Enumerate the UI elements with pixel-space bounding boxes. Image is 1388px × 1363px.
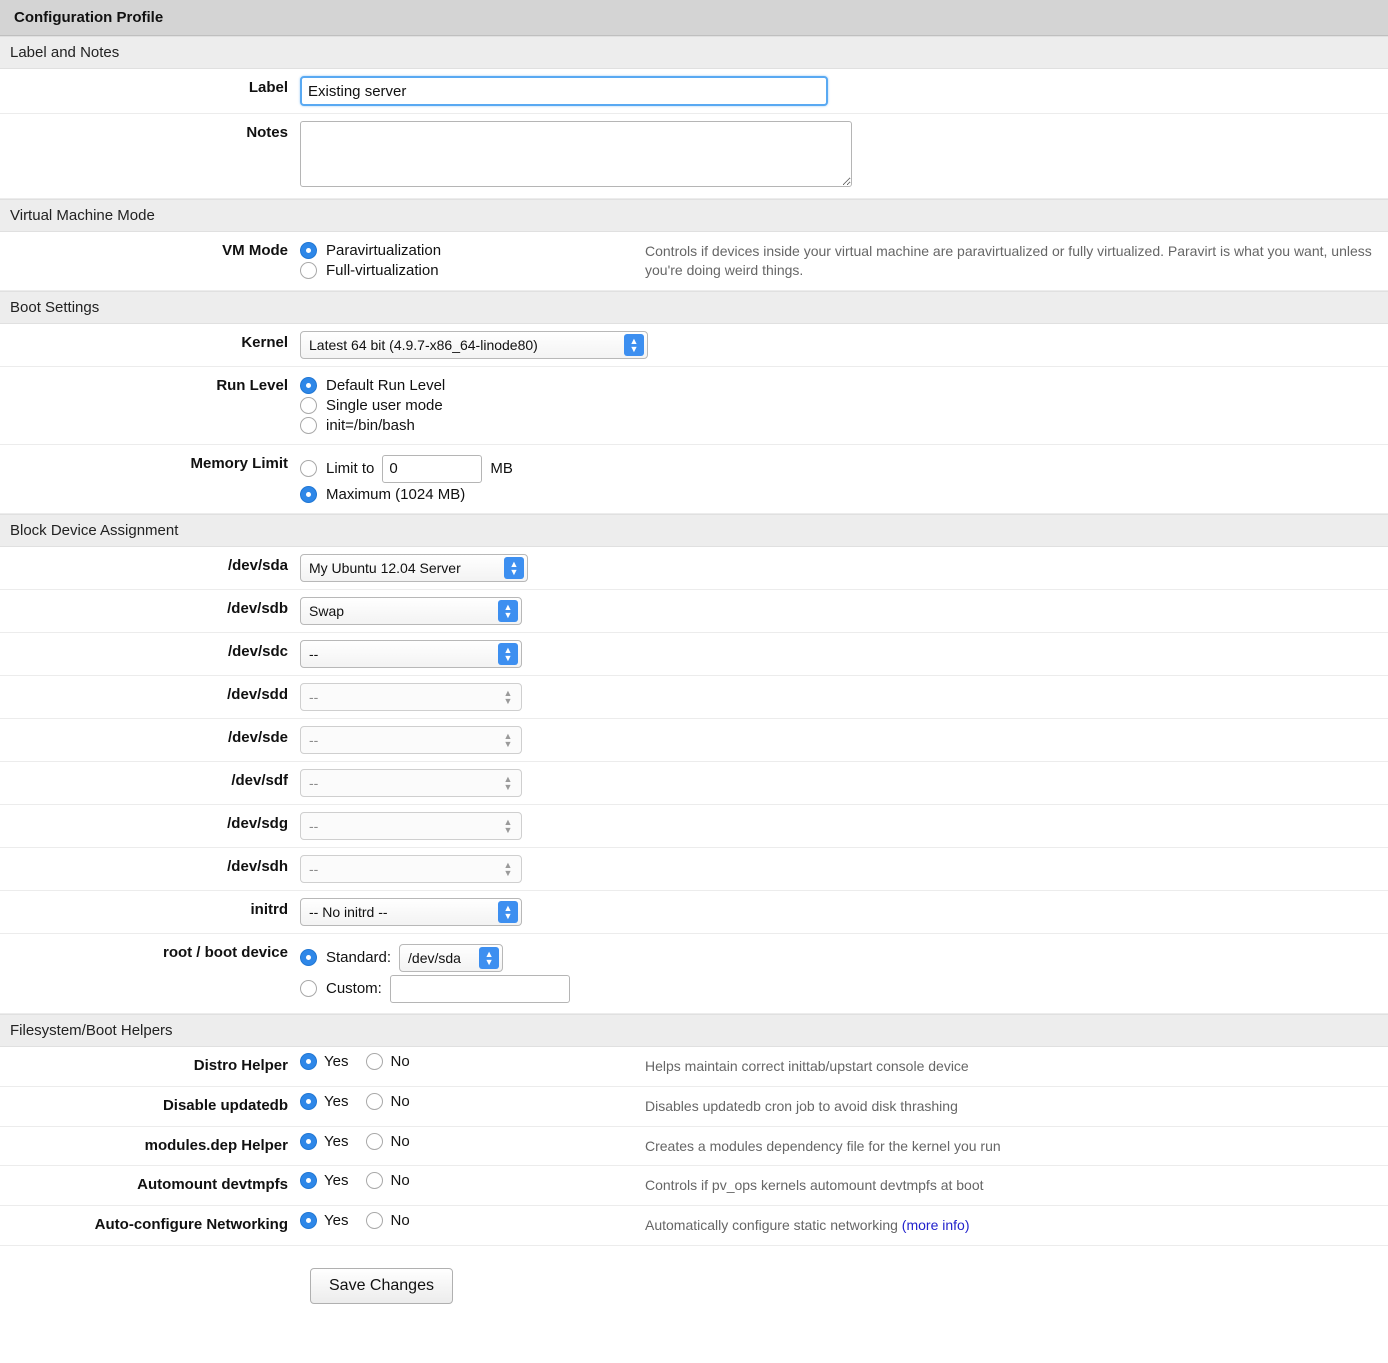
kernel-select-value: Latest 64 bit (4.9.7-x86_64-linode80) [309, 336, 538, 353]
dev-sda-select[interactable] [300, 554, 528, 582]
root-boot-standard-label: Standard: [326, 949, 392, 967]
row-auto-configure-networking [0, 1206, 1388, 1246]
memory-limit-option-limit-to[interactable] [300, 455, 513, 483]
disable-updatedb-no-label: No [390, 1092, 410, 1110]
kernel-label: Kernel [241, 333, 288, 351]
chevron-updown-icon[interactable]: ▲ ▼ [504, 557, 524, 579]
chevron-updown-icon: ▲ ▼ [503, 773, 513, 792]
dev-sdb-select[interactable] [300, 597, 522, 625]
notes-field-label: Notes [246, 124, 288, 141]
automount-devtmpfs-options [300, 1166, 645, 1195]
root-boot-standard-value: /dev/sda [408, 949, 461, 966]
distro-helper-yes-label: Yes [324, 1052, 349, 1070]
row-modules-dep-helper [0, 1127, 1388, 1167]
section-boot-settings: Boot Settings [0, 291, 1388, 324]
dev-sdf-label: /dev/sdf [231, 771, 288, 789]
memory-limit-label: Memory Limit [190, 454, 288, 472]
save-changes-button[interactable]: Save Changes [310, 1268, 453, 1304]
dev-sdd-field [300, 676, 522, 718]
dev-sdc-field [300, 633, 522, 675]
notes-textarea[interactable] [300, 121, 852, 187]
auto-configure-networking-options [300, 1206, 645, 1235]
disable-updatedb-yes-label: Yes [324, 1092, 349, 1110]
automount-no-label: No [390, 1172, 410, 1190]
dev-sda-value: My Ubuntu 12.04 Server [309, 559, 461, 576]
radio-icon[interactable] [300, 242, 317, 259]
dev-sdg-field [300, 805, 522, 847]
vm-mode-help: Controls if devices inside your virtual machine are paravirtualized or fully virtualized. Paravirt is what you want, unless you're doing weird things. [645, 243, 1372, 278]
dev-sdg-label: /dev/sdg [227, 814, 288, 832]
notes-field-wrap [300, 114, 852, 198]
vm-mode-option-paravirtualization[interactable] [300, 242, 645, 259]
automount-devtmpfs-help: Controls if pv_ops kernels automount devtmpfs at boot [645, 1177, 984, 1194]
run-level-options [300, 367, 445, 444]
radio-icon[interactable] [300, 980, 317, 997]
label-input[interactable] [300, 76, 828, 106]
row-dev-sdg [0, 805, 1388, 848]
row-dev-sdb [0, 590, 1388, 633]
dev-sdh-select[interactable] [300, 855, 522, 883]
more-info-link[interactable]: (more info) [901, 1217, 970, 1234]
radio-icon[interactable] [300, 1053, 317, 1070]
radio-icon[interactable] [300, 1093, 317, 1110]
memory-limit-limitto-label: Limit to [326, 460, 375, 478]
vm-mode-paravirt-label: Paravirtualization [326, 242, 442, 259]
row-automount-devtmpfs [0, 1166, 1388, 1206]
vm-mode-label: VM Mode [222, 242, 288, 259]
dev-sda-field [300, 547, 528, 589]
automount-devtmpfs-label: Automount devtmpfs [137, 1176, 288, 1194]
row-dev-sdc [0, 633, 1388, 676]
chevron-updown-icon: ▲ ▼ [503, 687, 513, 706]
radio-icon[interactable] [366, 1172, 383, 1189]
radio-icon[interactable] [366, 1212, 383, 1229]
radio-icon[interactable] [300, 262, 317, 279]
dev-sdf-select[interactable] [300, 769, 522, 797]
modules-dep-helper-label: modules.dep Helper [144, 1136, 288, 1154]
auto-configure-networking-label: Auto-configure Networking [94, 1216, 288, 1234]
root-boot-custom-input[interactable] [390, 975, 570, 1003]
initrd-select[interactable] [300, 898, 522, 926]
run-level-label: Run Level [216, 376, 288, 394]
dev-sdc-value: -- [309, 645, 319, 662]
row-notes [0, 114, 1388, 199]
modules-dep-yes-label: Yes [324, 1132, 349, 1150]
save-area [0, 1246, 1388, 1328]
dev-sdg-select[interactable] [300, 812, 522, 840]
row-initrd [0, 891, 1388, 934]
memory-limit-option-maximum[interactable] [300, 486, 513, 503]
chevron-updown-icon[interactable]: ▲ ▼ [624, 334, 644, 356]
run-level-init-label: init=/bin/bash [326, 416, 415, 434]
window-title: Configuration Profile [0, 0, 1388, 36]
dev-sdc-label: /dev/sdc [227, 642, 288, 660]
radio-icon[interactable] [300, 417, 317, 434]
radio-icon[interactable] [300, 949, 317, 966]
kernel-field [300, 324, 648, 366]
run-level-option-init-bash[interactable] [300, 417, 445, 434]
dev-sda-label: /dev/sda [227, 556, 288, 574]
radio-icon[interactable] [300, 377, 317, 394]
distro-helper-help: Helps maintain correct inittab/upstart console device [645, 1057, 969, 1074]
run-level-default-label: Default Run Level [326, 376, 446, 394]
modules-dep-helper-options [300, 1127, 645, 1156]
dev-sdf-field [300, 762, 522, 804]
dev-sdb-value: Swap [309, 602, 345, 619]
dev-sdc-select[interactable] [300, 640, 522, 668]
disable-updatedb-help: Disables updatedb cron job to avoid disk thrashing [645, 1097, 958, 1114]
chevron-updown-icon: ▲ ▼ [503, 730, 513, 749]
section-virtual-machine-mode: Virtual Machine Mode [0, 199, 1388, 232]
radio-icon[interactable] [300, 486, 317, 503]
modules-dep-helper-help: Creates a modules dependency file for the kernel you run [645, 1137, 1001, 1154]
run-level-option-default[interactable] [300, 377, 445, 394]
radio-icon[interactable] [300, 1172, 317, 1189]
section-label-and-notes: Label and Notes [0, 36, 1388, 69]
row-vm-mode [0, 232, 1388, 291]
chevron-updown-icon: ▲ ▼ [503, 859, 513, 878]
dev-sdh-field [300, 848, 522, 890]
radio-icon[interactable] [366, 1133, 383, 1150]
dev-sdd-select[interactable] [300, 683, 522, 711]
row-dev-sdd [0, 676, 1388, 719]
chevron-updown-icon[interactable]: ▲ ▼ [498, 643, 518, 665]
dev-sdd-label: /dev/sdd [227, 685, 288, 703]
vm-mode-fullvirt-label: Full-virtualization [326, 262, 439, 279]
root-boot-standard-select[interactable] [399, 944, 503, 972]
modules-dep-no-label: No [390, 1132, 410, 1150]
memory-limit-maximum-label: Maximum (1024 MB) [326, 485, 466, 503]
run-level-single-label: Single user mode [326, 396, 443, 414]
chevron-updown-icon: ▲ ▼ [503, 816, 513, 835]
dev-sdb-label: /dev/sdb [227, 599, 288, 617]
radio-icon[interactable] [300, 1133, 317, 1150]
root-boot-option-standard[interactable] [300, 944, 570, 972]
automount-yes-label: Yes [324, 1172, 349, 1190]
memory-limit-unit: MB [490, 460, 513, 478]
dev-sdd-value: -- [309, 688, 319, 705]
row-memory-limit [0, 445, 1388, 514]
disable-updatedb-label: Disable updatedb [162, 1096, 288, 1114]
run-level-option-single-user[interactable] [300, 397, 445, 414]
row-root-boot-device [0, 934, 1388, 1014]
row-dev-sdh [0, 848, 1388, 891]
dev-sdb-field [300, 590, 522, 632]
dev-sdh-label: /dev/sdh [227, 857, 288, 875]
memory-limit-input[interactable] [382, 455, 482, 483]
root-boot-custom-label: Custom: [326, 980, 382, 998]
autonet-no-label: No [390, 1212, 410, 1230]
initrd-label: initrd [250, 900, 288, 918]
dev-sde-label: /dev/sde [227, 728, 288, 746]
dev-sde-field [300, 719, 522, 761]
radio-icon[interactable] [300, 1212, 317, 1229]
distro-helper-no-label: No [390, 1052, 410, 1070]
radio-icon[interactable] [366, 1053, 383, 1070]
disable-updatedb-options [300, 1087, 645, 1116]
chevron-updown-icon[interactable]: ▲ ▼ [479, 947, 499, 969]
row-kernel [0, 324, 1388, 367]
dev-sdf-value: -- [309, 774, 319, 791]
dev-sde-value: -- [309, 731, 319, 748]
row-dev-sda [0, 547, 1388, 590]
radio-icon[interactable] [366, 1093, 383, 1110]
vm-mode-option-full-virtualization[interactable] [300, 262, 645, 279]
label-field-wrap [300, 69, 828, 113]
initrd-field [300, 891, 522, 933]
row-dev-sde [0, 719, 1388, 762]
auto-configure-networking-help-text: Automatically configure static networking [645, 1217, 902, 1234]
root-boot-device-label: root / boot device [162, 943, 288, 961]
radio-icon[interactable] [300, 460, 317, 477]
root-boot-option-custom[interactable] [300, 975, 570, 1003]
auto-configure-networking-help [645, 1206, 1388, 1245]
radio-icon[interactable] [300, 397, 317, 414]
chevron-updown-icon[interactable]: ▲ ▼ [498, 600, 518, 622]
dev-sde-select[interactable] [300, 726, 522, 754]
initrd-value: -- No initrd -- [309, 903, 388, 920]
dev-sdg-value: -- [309, 817, 319, 834]
row-label [0, 69, 1388, 114]
row-dev-sdf [0, 762, 1388, 805]
autonet-yes-label: Yes [324, 1212, 349, 1230]
distro-helper-options [300, 1047, 645, 1076]
vm-mode-options [300, 232, 645, 289]
row-disable-updatedb [0, 1087, 1388, 1127]
distro-helper-label: Distro Helper [193, 1056, 288, 1074]
root-boot-options [300, 934, 570, 1013]
label-field-label: Label [248, 79, 288, 96]
row-run-level [0, 367, 1388, 445]
row-distro-helper [0, 1047, 1388, 1087]
kernel-select[interactable] [300, 331, 648, 359]
chevron-updown-icon[interactable]: ▲ ▼ [498, 901, 518, 923]
section-block-device-assignment: Block Device Assignment [0, 514, 1388, 547]
memory-limit-options [300, 445, 513, 513]
section-filesystem-boot-helpers: Filesystem/Boot Helpers [0, 1014, 1388, 1047]
dev-sdh-value: -- [309, 860, 319, 877]
